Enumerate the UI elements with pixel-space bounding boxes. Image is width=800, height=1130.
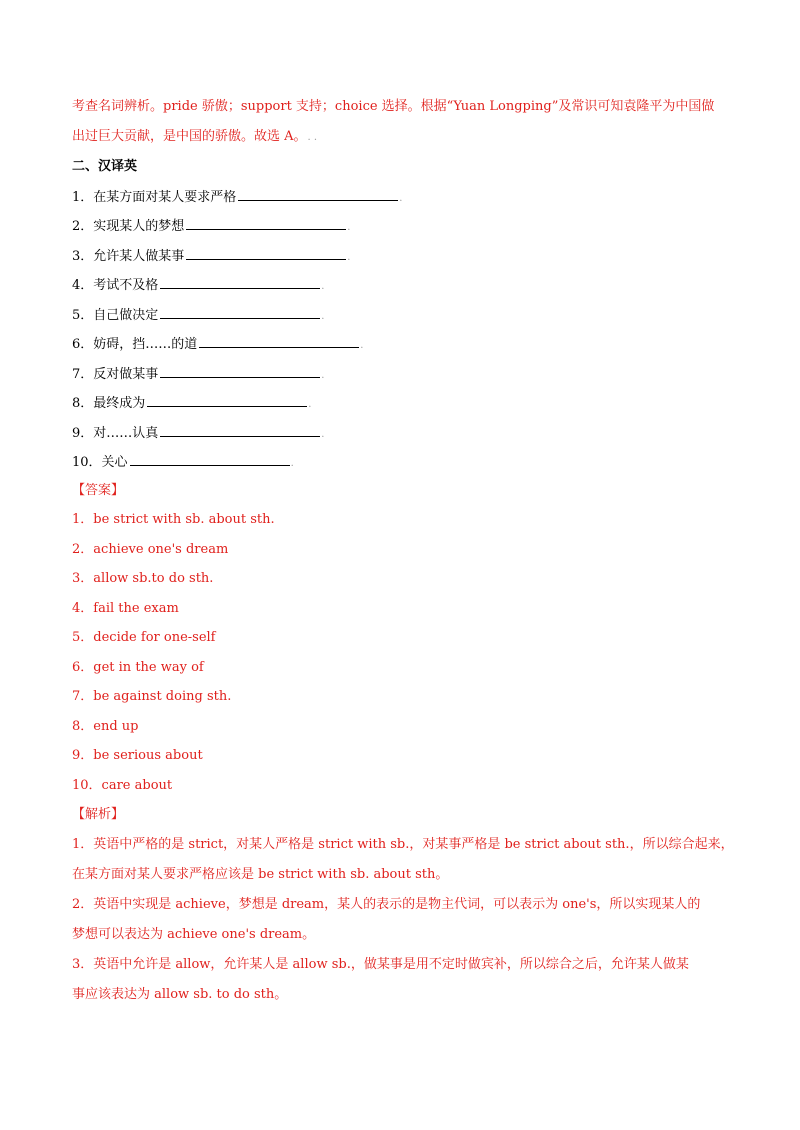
intro-line-2: 出过巨大贡献，是中国的骄傲。故选 A。. . bbox=[72, 129, 318, 144]
question-number: 2． bbox=[72, 219, 94, 234]
answer-number: 5． bbox=[72, 630, 94, 645]
question-text: 实现某人的梦想 bbox=[93, 219, 185, 234]
question-number: 7． bbox=[72, 367, 94, 382]
answer-blank[interactable] bbox=[160, 364, 320, 378]
question-item: 8．最终成为 . bbox=[72, 393, 311, 414]
answer-item bbox=[72, 659, 204, 677]
answer-text: fail the exam bbox=[93, 601, 179, 616]
analysis-line: 梦想可以表达为 achieve one's dream。 bbox=[72, 927, 316, 942]
question-item: 2．实现某人的梦想 . bbox=[72, 216, 350, 237]
question-text: 自己做决定 bbox=[93, 308, 159, 323]
question-item: 5．自己做决定 . bbox=[72, 305, 324, 326]
analysis-line: 3．英语中允许是 allow，允许某人是 allow sb.，做某事是用不定时做宾补，所以综合之后，允许某人做某 bbox=[72, 957, 689, 972]
answer-item bbox=[72, 629, 216, 647]
section-title: 二、汉译英 bbox=[72, 159, 138, 174]
question-item: 9．对……认真 . bbox=[72, 423, 324, 444]
question-number: 9． bbox=[72, 426, 94, 441]
question-number: 1． bbox=[72, 190, 94, 205]
answer-item bbox=[72, 600, 179, 618]
question-item: 1．在某方面对某人要求严格 . bbox=[72, 187, 402, 208]
question-item: 10．关心 . bbox=[72, 452, 294, 473]
answer-number: 10． bbox=[72, 778, 102, 793]
answer-item bbox=[72, 570, 213, 588]
question-text: 妨碍，挡……的道 bbox=[93, 337, 198, 352]
answer-blank[interactable] bbox=[160, 305, 320, 319]
answer-number: 4． bbox=[72, 601, 94, 616]
answer-number: 8． bbox=[72, 719, 94, 734]
answer-text: get in the way of bbox=[93, 660, 204, 675]
question-number: 4． bbox=[72, 278, 94, 293]
question-number: 5． bbox=[72, 308, 94, 323]
question-item: 3．允许某人做某事 . bbox=[72, 246, 350, 267]
answer-text: allow sb.to do sth. bbox=[93, 571, 214, 586]
answer-text: end up bbox=[93, 719, 139, 734]
answer-blank[interactable] bbox=[147, 393, 307, 407]
answer-text: be against doing sth. bbox=[93, 689, 232, 704]
answer-text: be strict with sb. about sth. bbox=[93, 512, 275, 527]
answer-blank[interactable] bbox=[238, 187, 398, 201]
answer-number: 3． bbox=[72, 571, 94, 586]
question-number: 8． bbox=[72, 396, 94, 411]
answer-number: 6． bbox=[72, 660, 94, 675]
answer-text: care about bbox=[101, 778, 173, 793]
answer-header: 【答案】 bbox=[72, 483, 125, 498]
question-text: 最终成为 bbox=[93, 396, 146, 411]
answer-text: decide for one-self bbox=[93, 630, 216, 645]
question-item: 7．反对做某事 . bbox=[72, 364, 324, 385]
analysis-header: 【解析】 bbox=[72, 807, 125, 822]
intro-line-1: 考查名词辨析。pride 骄傲；support 支持；choice 选择。根据“Yuan Longping”及常识可知袁隆平为中国做 bbox=[72, 99, 715, 114]
question-text: 反对做某事 bbox=[93, 367, 159, 382]
answer-blank[interactable] bbox=[186, 246, 346, 260]
answer-blank[interactable] bbox=[160, 275, 320, 289]
answer-item bbox=[72, 777, 172, 795]
answer-number: 7． bbox=[72, 689, 94, 704]
answer-item bbox=[72, 688, 231, 706]
answer-item bbox=[72, 747, 203, 765]
question-text: 对……认真 bbox=[93, 426, 159, 441]
question-item: 4．考试不及格 . bbox=[72, 275, 324, 296]
answer-item bbox=[72, 541, 228, 559]
answer-blank[interactable] bbox=[160, 423, 320, 437]
answer-blank[interactable] bbox=[199, 334, 359, 348]
analysis-line: 1．英语中严格的是 strict，对某人严格是 strict with sb.，对某事严格是 be strict about sth.，所以综合起来， bbox=[72, 837, 734, 852]
question-number: 6． bbox=[72, 337, 94, 352]
analysis-line: 事应该表达为 allow sb. to do sth。 bbox=[72, 987, 288, 1002]
question-text: 关心 bbox=[101, 455, 128, 470]
answer-number: 1． bbox=[72, 512, 94, 527]
answer-number: 2． bbox=[72, 542, 94, 557]
answer-number: 9． bbox=[72, 748, 94, 763]
analysis-line: 2．英语中实现是 achieve，梦想是 dream，某人的表示的是物主代词，可以表示为 one's，所以实现某人的 bbox=[72, 897, 701, 912]
analysis-line: 在某方面对某人要求严格应该是 be strict with sb. about sth。 bbox=[72, 867, 449, 882]
question-text: 考试不及格 bbox=[93, 278, 159, 293]
question-text: 在某方面对某人要求严格 bbox=[93, 190, 237, 205]
answer-blank[interactable] bbox=[130, 452, 290, 466]
question-number: 3． bbox=[72, 249, 94, 264]
answer-item bbox=[72, 511, 275, 529]
answer-text: achieve one's dream bbox=[93, 542, 229, 557]
question-number: 10． bbox=[72, 455, 102, 470]
answer-blank[interactable] bbox=[186, 216, 346, 230]
question-text: 允许某人做某事 bbox=[93, 249, 185, 264]
intro-line-2-text: 出过巨大贡献，是中国的骄傲。故选 A。 bbox=[72, 129, 307, 144]
answer-text: be serious about bbox=[93, 748, 203, 763]
question-item: 6．妨碍，挡……的道 . bbox=[72, 334, 363, 355]
answer-item bbox=[72, 718, 139, 736]
